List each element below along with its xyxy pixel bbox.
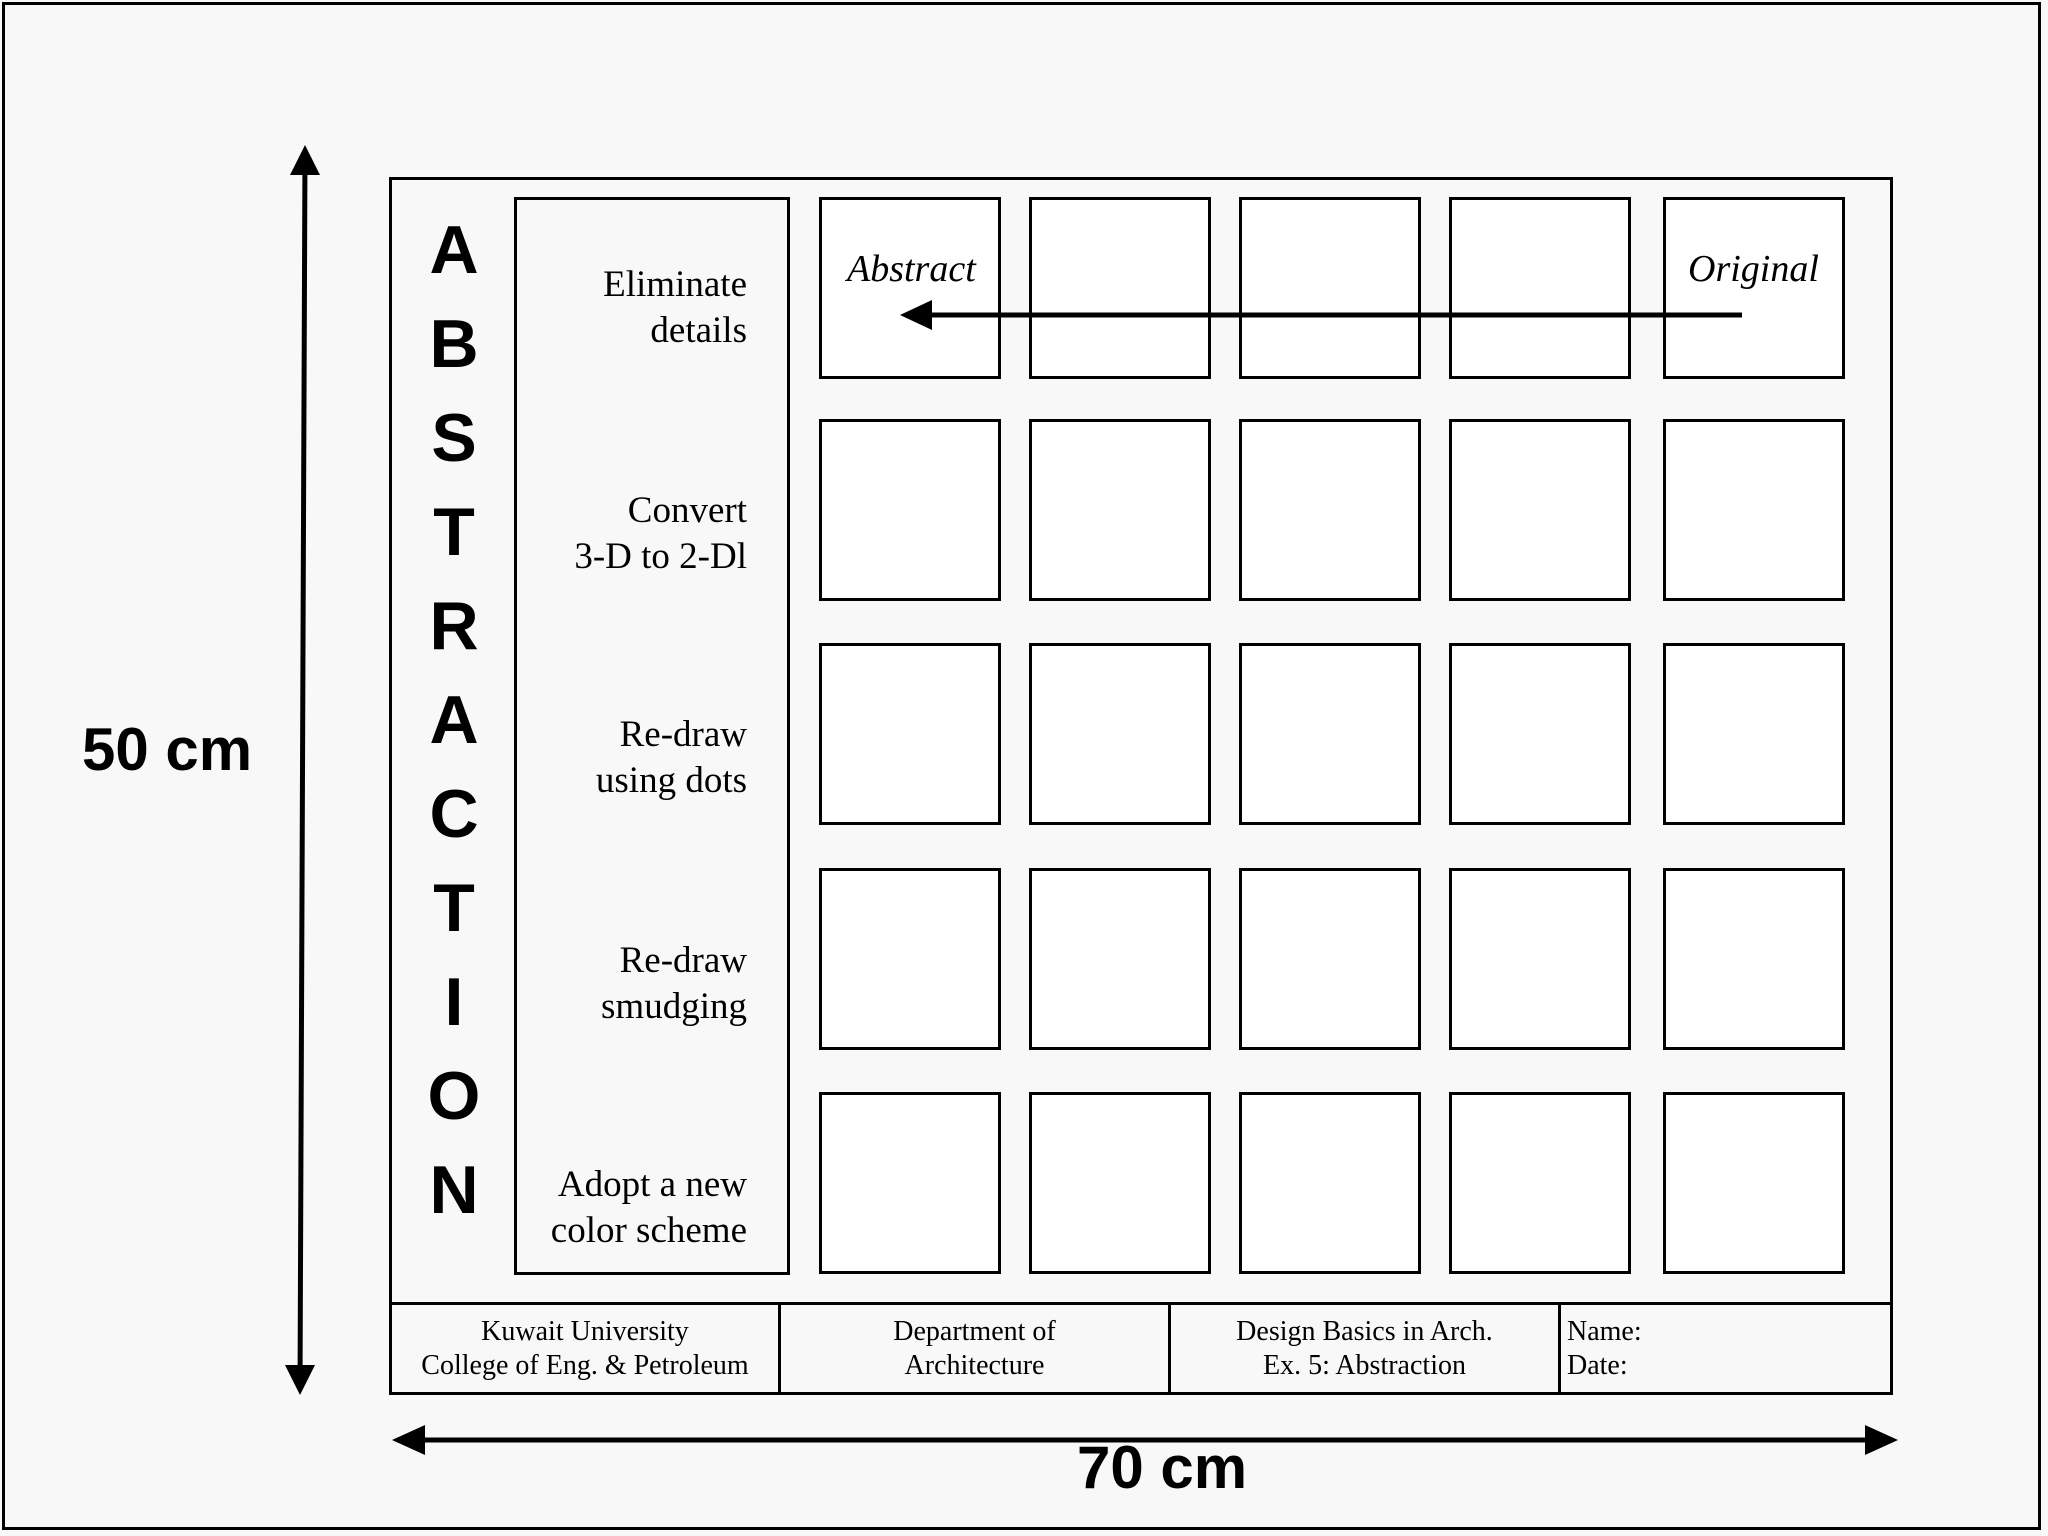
drawing-box [1239, 419, 1421, 601]
department-line-1: Department of [893, 1315, 1056, 1347]
title-letter: I [444, 964, 464, 1040]
vertical-title [414, 212, 494, 1228]
step-label-column [514, 197, 790, 1275]
height-label: 50 cm [82, 716, 253, 783]
drawing-box [819, 868, 1001, 1050]
footer-student [1561, 1305, 1890, 1392]
date-field-label: Date: [1567, 1349, 1628, 1381]
footer-department [781, 1305, 1171, 1392]
drawing-box [1239, 868, 1421, 1050]
drawing-box [1449, 419, 1631, 601]
row-label-dots: Re-draw using dots [595, 714, 747, 801]
title-letter: N [429, 1152, 479, 1228]
university-name: Kuwait University [481, 1315, 689, 1347]
drawing-box [1663, 643, 1845, 825]
drawing-box [1239, 1092, 1421, 1274]
drawing-box [1449, 1092, 1631, 1274]
course-name: Design Basics in Arch. [1236, 1315, 1493, 1347]
title-letter: T [433, 494, 475, 570]
drawing-box [1449, 643, 1631, 825]
title-letter: R [429, 588, 479, 664]
drawing-box [819, 643, 1001, 825]
height-arrow-top [290, 145, 320, 175]
width-arrow-left [392, 1425, 425, 1455]
row-label-color-scheme: Adopt a new color scheme [550, 1164, 747, 1251]
title-letter: C [429, 776, 479, 852]
abstract-label: Abstract [847, 248, 976, 290]
height-arrow-bottom [285, 1365, 315, 1395]
drawing-box [1239, 197, 1421, 379]
row-label-eliminate-details: Eliminate details [603, 264, 747, 351]
drawing-box [819, 419, 1001, 601]
footer-course [1171, 1305, 1561, 1392]
drawing-box [1663, 1092, 1845, 1274]
drawing-box [1029, 1092, 1211, 1274]
drawing-box [1449, 868, 1631, 1050]
exercise-name: Ex. 5: Abstraction [1263, 1349, 1466, 1381]
footer-university [392, 1305, 781, 1392]
drawing-box [1239, 643, 1421, 825]
drawing-box [1449, 197, 1631, 379]
title-block [392, 1302, 1890, 1392]
title-letter: B [429, 306, 479, 382]
height-dimension-line [300, 150, 305, 1390]
drawing-box [1029, 197, 1211, 379]
drawing-box [1029, 643, 1211, 825]
department-line-2: Architecture [904, 1349, 1045, 1381]
row-label-convert-3d-2d: Convert 3-D to 2-Dl [574, 490, 747, 577]
width-arrow-right [1865, 1425, 1898, 1455]
title-letter: O [427, 1058, 481, 1134]
width-label: 70 cm [1077, 1434, 1248, 1501]
title-letter: T [433, 870, 475, 946]
drawing-box [1029, 419, 1211, 601]
name-field-label: Name: [1567, 1315, 1642, 1347]
drawing-box [1029, 868, 1211, 1050]
exercise-sheet [389, 177, 1893, 1395]
drawing-box [819, 1092, 1001, 1274]
row-label-smudging: Re-draw smudging [601, 940, 747, 1027]
drawing-box [1663, 868, 1845, 1050]
title-letter: A [429, 212, 479, 288]
drawing-box [1663, 419, 1845, 601]
college-name: College of Eng. & Petroleum [421, 1349, 749, 1381]
original-label: Original [1688, 248, 1819, 290]
title-letter: A [429, 682, 479, 758]
title-letter: S [431, 400, 477, 476]
